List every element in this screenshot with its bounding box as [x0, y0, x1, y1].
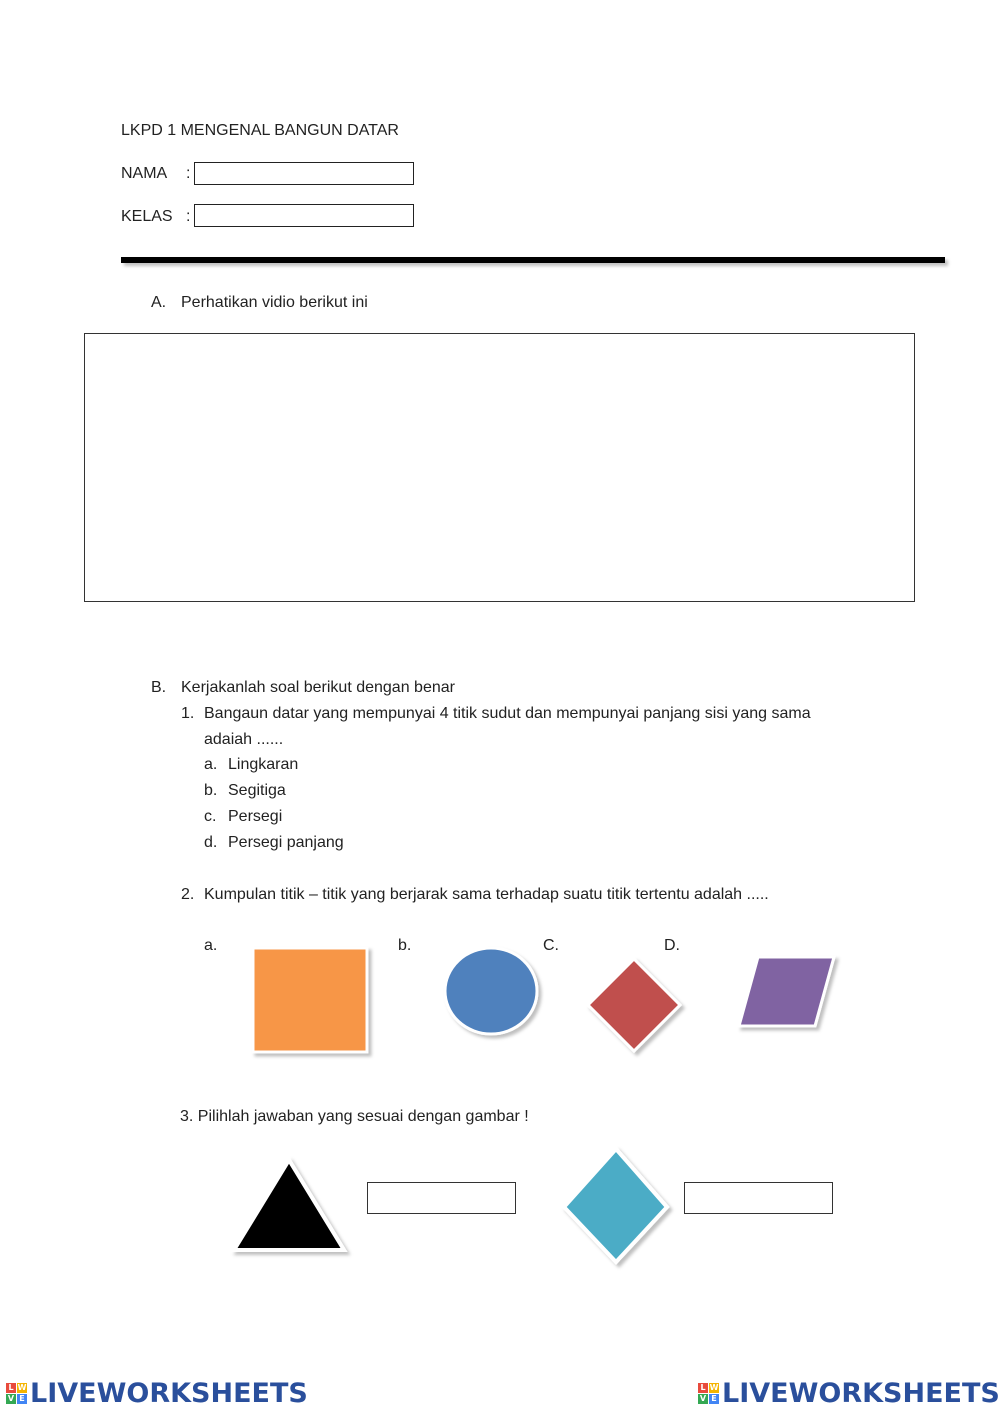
liveworksheets-logo-icon — [6, 1383, 27, 1404]
section-b-instruction: Kerjakanlah soal berikut dengan benar — [181, 679, 455, 696]
q3-answer-input-2[interactable] — [684, 1182, 833, 1214]
liveworksheets-logo-icon — [698, 1383, 719, 1404]
class-label: KELAS — [121, 208, 173, 225]
q2-number: 2. — [181, 886, 195, 903]
liveworksheets-logo-text: LIVEWORKSHEETS — [722, 1378, 1000, 1409]
logo-letter: V — [7, 1394, 15, 1403]
logo-letter: W — [709, 1383, 719, 1392]
circle-icon[interactable] — [445, 948, 537, 1034]
diamond-icon — [564, 1149, 667, 1262]
q3-text: 3. Pilihlah jawaban yang sesuai dengan gambar ! — [180, 1108, 529, 1125]
liveworksheets-logo-text: LIVEWORKSHEETS — [30, 1378, 308, 1409]
q1-option-d[interactable]: Persegi panjang — [228, 834, 344, 851]
parallelogram-icon[interactable] — [739, 957, 834, 1026]
q1-option-letter: b. — [204, 782, 218, 799]
q3-answer-input-1[interactable] — [367, 1182, 516, 1214]
q2-text: Kumpulan titik – titik yang berjarak sama terhadap suatu titik tertentu adalah ..... — [204, 886, 769, 903]
section-a-letter: A. — [151, 294, 167, 311]
q1-option-b[interactable]: Segitiga — [228, 782, 286, 799]
q1-text-line2: adaiah ...... — [204, 731, 284, 748]
liveworksheets-logo-right — [698, 1378, 1000, 1409]
q1-option-letter: d. — [204, 834, 218, 851]
q2-option-d-letter[interactable]: D. — [664, 937, 680, 954]
logo-letter: E — [17, 1394, 27, 1404]
triangle-icon — [234, 1160, 344, 1250]
name-colon: : — [186, 165, 191, 182]
liveworksheets-logo-left — [6, 1378, 308, 1409]
logo-letter: W — [17, 1383, 27, 1392]
q2-option-a-letter[interactable]: a. — [204, 937, 218, 954]
diamond-icon[interactable] — [588, 959, 680, 1051]
square-icon[interactable] — [253, 948, 367, 1052]
q1-option-c[interactable]: Persegi — [228, 808, 283, 825]
logo-letter: L — [698, 1383, 708, 1393]
name-label: NAMA — [121, 165, 168, 182]
q2-option-c-letter[interactable]: C. — [543, 937, 559, 954]
q1-text-line1: Bangaun datar yang mempunyai 4 titik sudut dan mempunyai panjang sisi yang sama — [204, 705, 811, 722]
q1-option-letter: a. — [204, 756, 218, 773]
section-a-instruction: Perhatikan vidio berikut ini — [181, 294, 368, 311]
q1-option-letter: c. — [204, 808, 217, 825]
class-colon: : — [186, 208, 191, 225]
q1-number: 1. — [181, 705, 195, 722]
q1-option-a[interactable]: Lingkaran — [228, 756, 299, 773]
worksheet-title: LKPD 1 MENGENAL BANGUN DATAR — [121, 122, 399, 139]
section-b-letter: B. — [151, 679, 167, 696]
q2-option-b-letter[interactable]: b. — [398, 937, 412, 954]
logo-letter: E — [709, 1394, 719, 1404]
logo-letter: L — [6, 1383, 16, 1393]
logo-letter: V — [699, 1394, 707, 1403]
